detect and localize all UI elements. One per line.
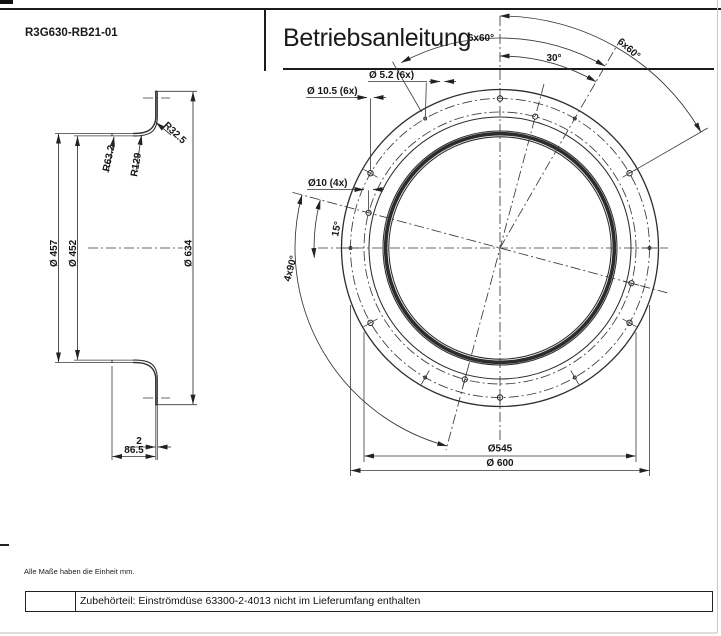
dim-label-holes-small: Ø 5.2 (6x) <box>369 70 415 81</box>
dim-label-holes-mid: Ø10 (4x) <box>308 178 348 189</box>
dim-label-452: Ø 452 <box>68 239 79 267</box>
dim-label-30: 30° <box>546 53 562 64</box>
dim-label-r32: R32.5 <box>160 120 188 147</box>
hole <box>533 114 538 119</box>
page-title: Betriebsanleitung <box>283 24 472 52</box>
holes-10 <box>366 114 639 387</box>
front-view <box>282 16 708 476</box>
hole-tick <box>421 371 429 385</box>
dim-label-holes-large: Ø 10.5 (6x) <box>307 86 358 97</box>
dim-label-634: Ø 634 <box>183 239 195 267</box>
accessory-note-empty-cell <box>26 592 76 611</box>
dim-label-6x60-right: 6x60° <box>615 36 643 62</box>
dim-label-r129: R129 <box>129 152 145 178</box>
part-number: R3G630-RB21-01 <box>25 27 118 39</box>
dim-label-15: 15° <box>330 220 345 238</box>
dim-label-thickness: 2 <box>136 436 142 447</box>
units-note: Alle Maße haben die Einheit mm. <box>24 567 135 576</box>
dim-label-545: Ø545 <box>487 443 513 455</box>
dim-label-6x60-left: 6x60° <box>467 33 495 44</box>
page-edge-bottom <box>0 632 717 634</box>
accessory-note-box <box>25 591 713 612</box>
dim-label-4x90: 4x90° <box>282 254 300 283</box>
dim-label-depth: 86.5 <box>124 445 144 456</box>
ext-60deg <box>634 128 708 171</box>
dim-label-600: Ø 600 <box>486 458 514 469</box>
dim-label-r63: R63.2 <box>101 144 118 173</box>
accessory-note-text: Zubehörteil: Einströmdüse 63300-2-4013 nicht im Lieferumfang enthalten <box>80 594 421 607</box>
fold-mark <box>0 544 9 546</box>
arc-15deg <box>314 200 320 258</box>
dim-label-457: Ø 457 <box>49 239 60 267</box>
hole-tick <box>571 371 579 385</box>
holes-small-leader <box>425 83 426 117</box>
page-edge-right <box>717 0 719 633</box>
section-view <box>49 91 197 460</box>
arc-6x60-left <box>401 38 605 66</box>
radial-30deg <box>500 42 619 248</box>
